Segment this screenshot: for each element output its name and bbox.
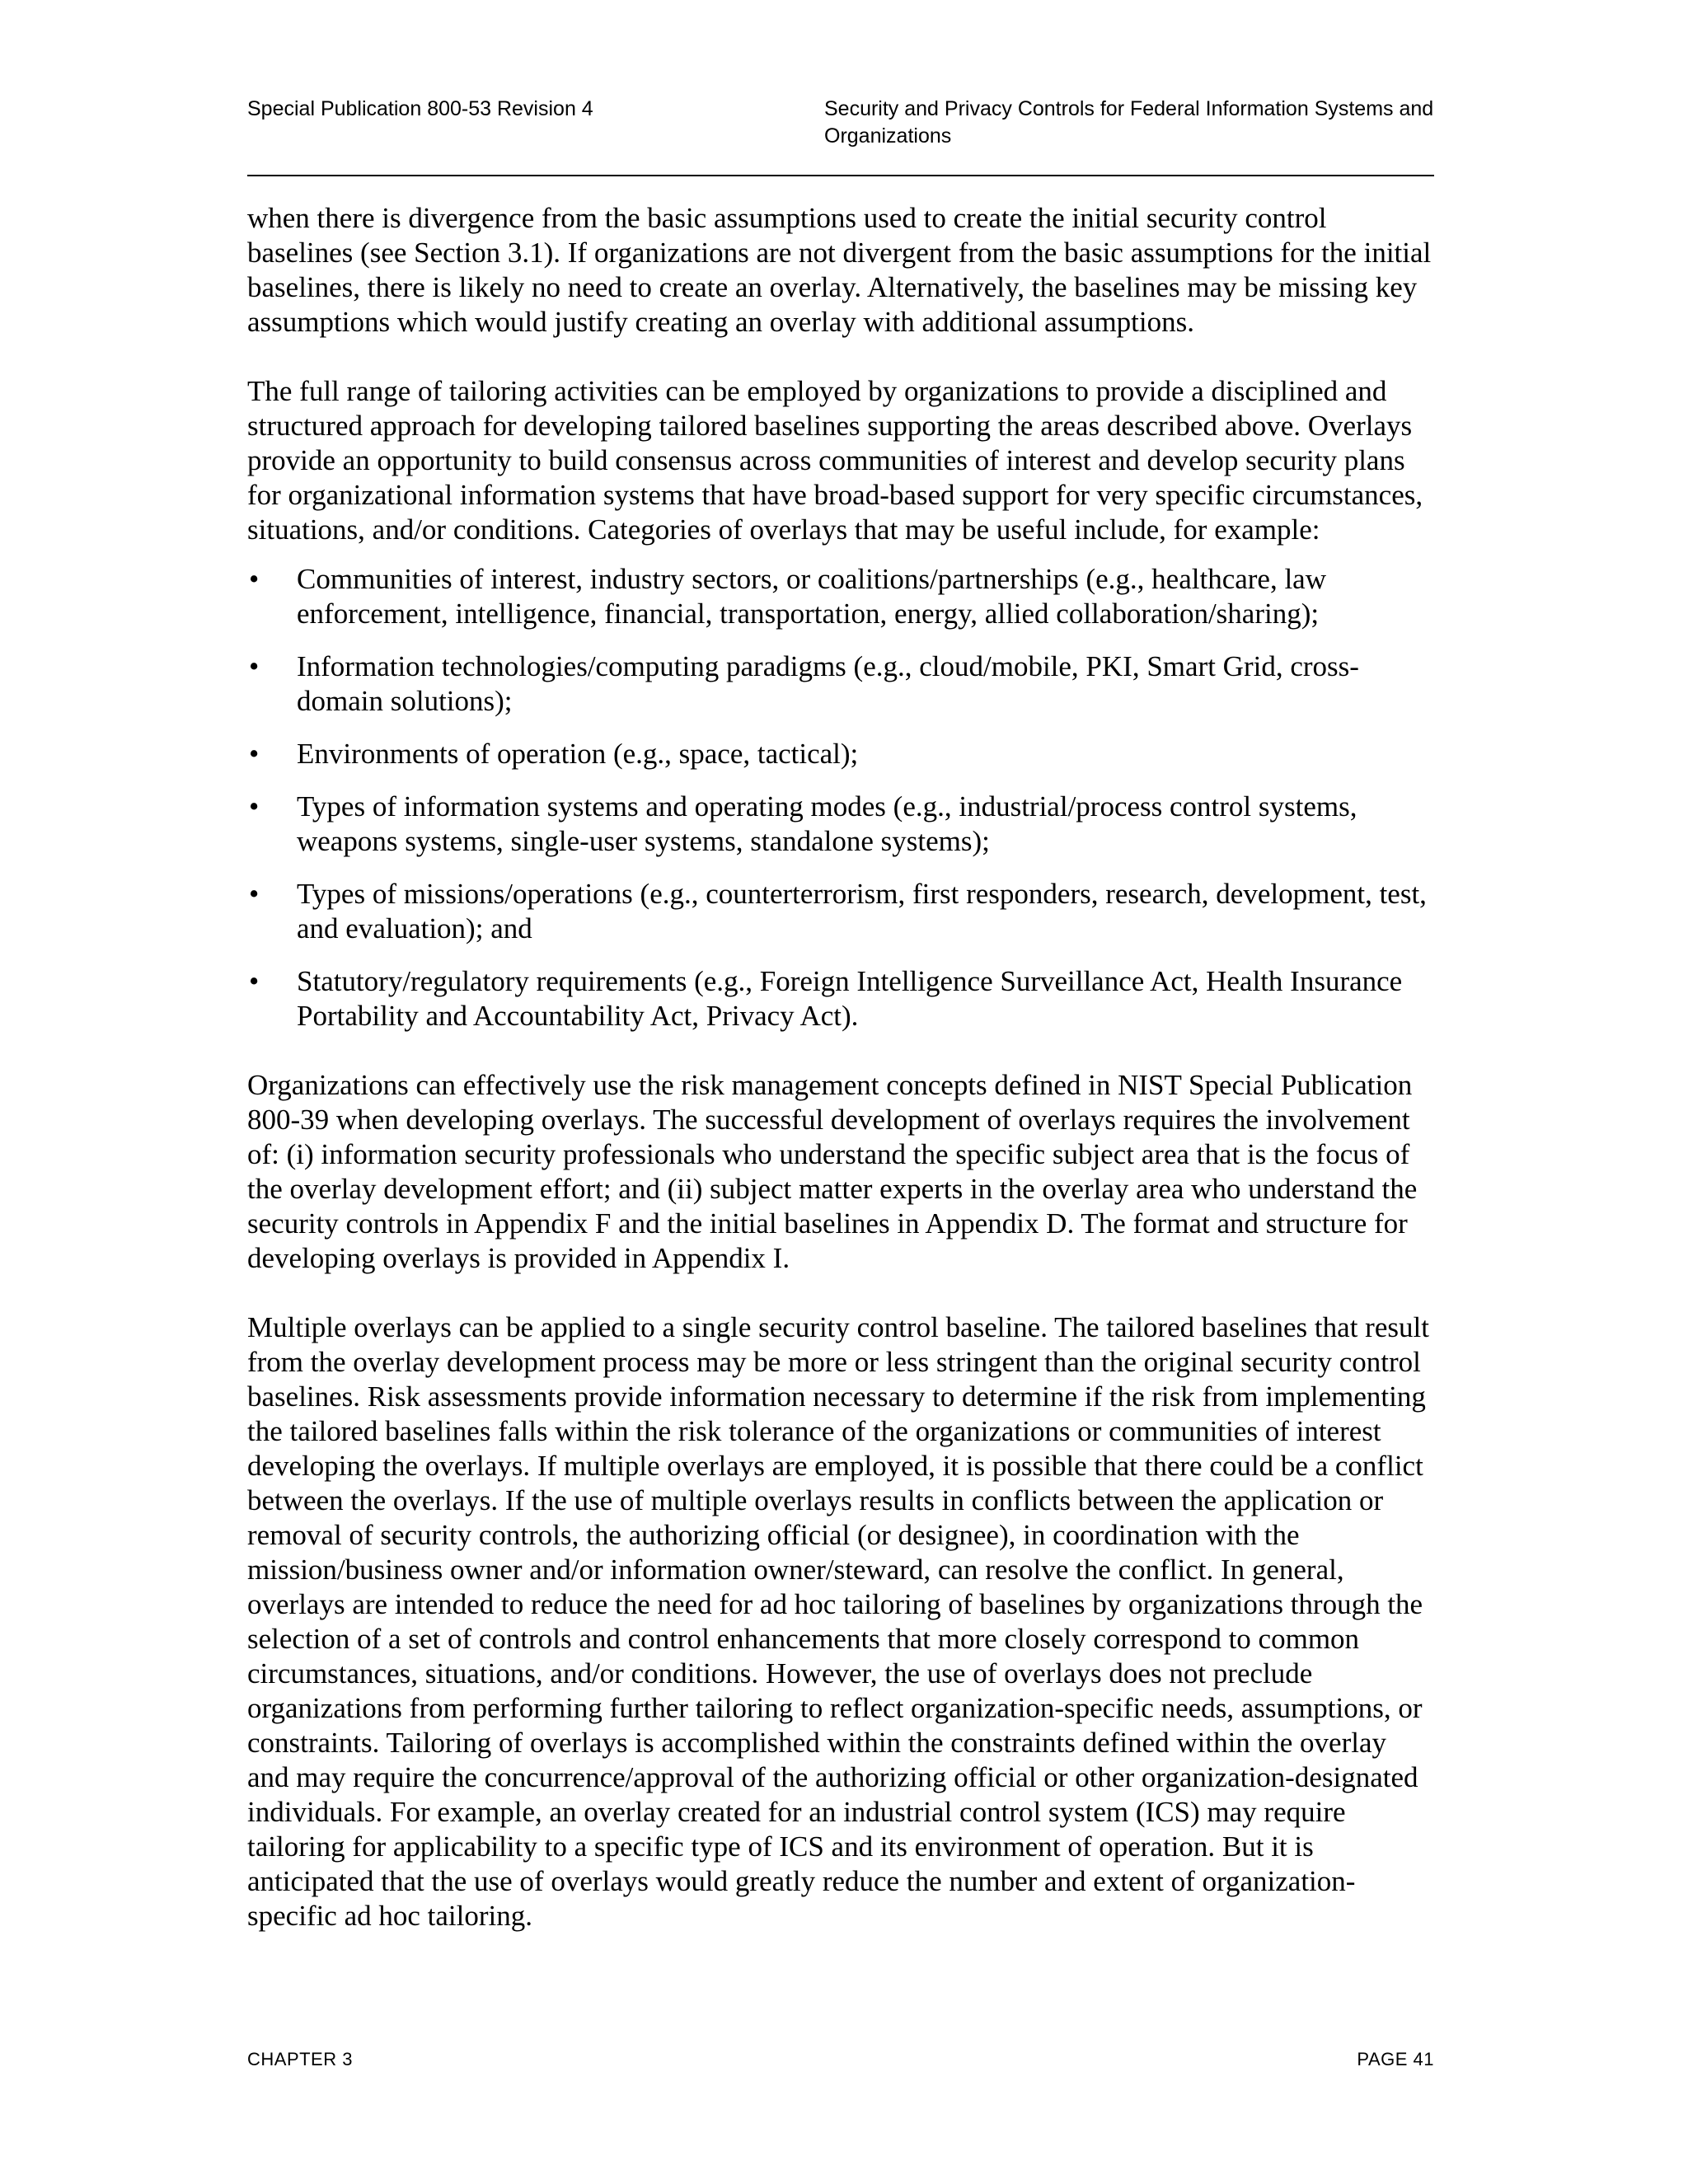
bullet-icon: • [249, 563, 260, 595]
list-item [247, 877, 1434, 946]
list-item [247, 649, 1434, 719]
paragraph-multiple-overlays: Multiple overlays can be applied to a single security control baseline. The tailored baselines that result from the overlay development process may be more or less stringent than the original security control baselines. Risk assessments provide information necessary to determine if the risk from implementing the tailored baselines falls within the risk tolerance of the organizations or communities of interest developing the overlays. If multiple overlays are employed, it is possible that there could be a conflict between the overlays. If the use of multiple overlays results in conflicts between the application or removal of security controls, the authorizing official (or designee), in coordination with the mission/business owner and/or information owner/steward, can resolve the conflict. In general, overlays are intended to reduce the need for ad hoc tailoring of baselines by organizations through the selection of a set of controls and control enhancements that more closely correspond to common circumstances, situations, and/or conditions. However, the use of overlays does not preclude organizations from performing further tailoring to reflect organization-specific needs, assumptions, or constraints. Tailoring of overlays is accomplished within the constraints defined within the overlay and may require the concurrence/approval of the authorizing official or other organization-designated individuals. For example, an overlay created for an industrial control system (ICS) may require tailoring for applicability to a specific type of ICS and its environment of operation. But it is anticipated that the use of overlays would greatly reduce the number and extent of organization-specific ad hoc tailoring. [247, 1311, 1429, 1932]
paragraph-continuation: when there is divergence from the basic assumptions used to create the initial security control baselines (see Section 3.1). If organizations are not divergent from the basic assumptions for the initial baselines, there is likely no need to create an overlay. Alternatively, the baselines may be missing key assumptions which would justify creating an overlay with additional assumptions. [247, 202, 1432, 338]
bullet-icon: • [249, 965, 260, 997]
running-footer [247, 2047, 1434, 2080]
running-header [247, 96, 1434, 175]
overlay-categories-list [247, 562, 1434, 1033]
bullet-icon: • [249, 738, 260, 770]
list-item-text: Environments of operation (e.g., space, tactical); [297, 738, 859, 770]
list-item [247, 562, 1434, 631]
list-item-text: Types of information systems and operating modes (e.g., industrial/process control systems, weapons systems, single-user systems, standalone systems); [297, 790, 1357, 857]
bullet-icon: • [249, 878, 260, 910]
header-document-title: Security and Privacy Controls for Federal Information Systems and Organizations [824, 97, 1434, 148]
list-item-text: Information technologies/computing paradigms (e.g., cloud/mobile, PKI, Smart Grid, cross-domain solutions); [297, 650, 1359, 717]
list-item-text: Statutory/regulatory requirements (e.g., Foreign Intelligence Surveillance Act, Health Insurance Portability and Accountability Act, Privacy Act). [297, 965, 1403, 1032]
list-item [247, 790, 1434, 859]
paragraph-risk-management: Organizations can effectively use the risk management concepts defined in NIST Special Publication 800-39 when developing overlays. The successful development of overlays requires the involvement of: (i) information security professionals who understand the specific subject area that is the focus of the overlay development effort; and (ii) subject matter experts in the overlay area who understand the security controls in Appendix F and the initial baselines in Appendix D. The format and structure for developing overlays is provided in Appendix I. [247, 1069, 1418, 1274]
bullet-icon: • [249, 790, 260, 823]
bullet-icon: • [249, 650, 260, 682]
list-item-text: Types of missions/operations (e.g., counterterrorism, first responders, research, development, test, and evaluation); and [297, 878, 1427, 944]
list-item-text: Communities of interest, industry sectors, or coalitions/partnerships (e.g., healthcare, law enforcement, intelligence, financial, transportation, energy, allied collaboration/sharing); [297, 563, 1326, 630]
header-publication-id: Special Publication 800-53 Revision 4 [247, 97, 593, 120]
paragraph-tailoring-activities: The full range of tailoring activities can be employed by organizations to provide a disciplined and structured approach for developing tailored baselines supporting the areas described above. Overlays provide an opportunity to build consensus across communities of interest and develop security plans for organizational information systems that have broad-based support for very specific circumstances, situations, and/or conditions. Categories of overlays that may be useful include, for example: [247, 375, 1423, 546]
list-item [247, 737, 1434, 771]
body-text [247, 201, 1434, 1968]
footer-chapter: CHAPTER 3 [247, 2049, 353, 2069]
footer-page-number: PAGE 41 [1357, 2049, 1434, 2069]
list-item [247, 964, 1434, 1033]
header-divider [247, 175, 1434, 176]
